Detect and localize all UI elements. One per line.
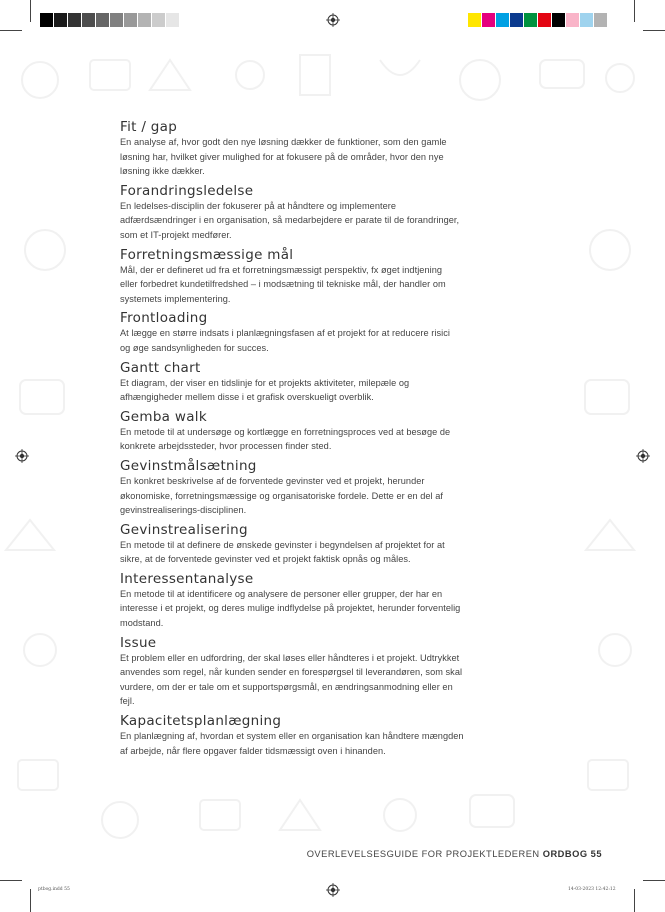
definition-line: vurdere, om der er tale om et supportspørgsmål, en ændringsanmodning eller en [120, 681, 453, 692]
glossary-definition [120, 376, 548, 405]
glossary-term: Gantt chart [120, 359, 201, 376]
definition-line: En metode til at undersøge og kortlægge en forretningsproces ved at besøge de [120, 426, 451, 437]
color-swatch [580, 13, 594, 27]
slug-file-info: ptbog.indd 55 [38, 887, 70, 892]
glossary-term: Gemba walk [120, 408, 207, 425]
definition-line: En metode til at definere de ønskede gevinster i begyndelsen af projektet for at [120, 539, 445, 550]
grayscale-color-bar [40, 13, 180, 27]
color-swatch [82, 13, 96, 27]
color-swatch [594, 13, 608, 27]
definition-line: systemets implementering. [120, 293, 231, 304]
glossary-definition [120, 425, 548, 454]
definition-line: løsning har, hvilket giver mulighed for at fokusere på de områder, hvor den nye [120, 151, 444, 162]
glossary-entry [120, 713, 548, 758]
glossary-definition [120, 538, 548, 567]
glossary-definition [120, 729, 548, 758]
registration-mark-icon [636, 449, 650, 463]
glossary-term: Frontloading [120, 310, 208, 327]
glossary-entry [120, 360, 548, 405]
color-swatch [482, 13, 496, 27]
definition-line: gevinstrealiserings-disciplinen. [120, 505, 247, 516]
definition-line: En metode til at identificere og analysere de personer eller grupper, der har en [120, 588, 443, 599]
definition-line: modstand. [120, 618, 164, 629]
definition-line: eller forbedret kundetilfredshed – i modsætning til tekniske mål, der handler om [120, 279, 446, 290]
glossary-entry [120, 119, 548, 179]
registration-mark-icon [15, 449, 29, 463]
glossary-term: Forretningsmæssige mål [120, 246, 294, 263]
registration-mark-icon [326, 13, 340, 27]
footer-guide-title: OVERLEVELSESGUIDE FOR PROJEKTLEDEREN [306, 849, 540, 859]
glossary-term: Forandringsledelse [120, 182, 254, 199]
footer-section: ORDBOG [542, 849, 588, 859]
glossary-term: Fit / gap [120, 119, 178, 135]
glossary-term: Gevinstrealisering [120, 521, 248, 538]
color-swatch [54, 13, 68, 27]
glossary-entry [120, 183, 548, 243]
definition-line: En analyse af, hvor godt den nye løsning dækker de funktioner, som den gamle [120, 137, 447, 147]
definition-line: anvendes som regel, når kunden sender en forespørgsel til leverandøren, som skal [120, 667, 463, 678]
slug-timestamp: 14-03-2023 12:42:12 [568, 887, 616, 892]
glossary-definition [120, 587, 548, 631]
glossary-entry [120, 247, 548, 307]
glossary-term: Gevinstmålsætning [120, 457, 257, 474]
glossary-entry [120, 635, 548, 709]
color-swatch [566, 13, 580, 27]
color-swatch [468, 13, 482, 27]
definition-line: En konkret beskrivelse af de forventede gevinster ved et projekt, herunder [120, 475, 425, 486]
cmyk-color-bar [468, 13, 608, 27]
definition-line: Et diagram, der viser en tidslinje for et projekts aktiviteter, milepæle og [120, 377, 410, 388]
color-swatch [40, 13, 54, 27]
glossary-entry [120, 458, 548, 518]
definition-line: fejl. [120, 696, 135, 707]
definition-line: af arbejde, når flere opgaver falder tidsmæssigt oven i hinanden. [120, 745, 386, 756]
glossary-entry [120, 522, 548, 567]
glossary-definition [120, 199, 548, 243]
glossary-definition [120, 135, 548, 179]
glossary-entry [120, 409, 548, 454]
definition-line: konkrete arbejdssteder, hvor processen finder sted. [120, 441, 332, 452]
definition-line: og øge sandsynligheden for succes. [120, 342, 269, 353]
color-swatch [538, 13, 552, 27]
glossary-list [120, 119, 548, 762]
color-swatch [110, 13, 124, 27]
color-swatch [166, 13, 180, 27]
definition-line: En ledelses-disciplin der fokuserer på at håndtere og implementere [120, 200, 397, 211]
definition-line: Et problem eller en udfordring, der skal løses eller håndteres i et projekt. Udtrykket [120, 652, 460, 663]
glossary-definition [120, 651, 548, 709]
color-swatch [524, 13, 538, 27]
definition-line: sikre, at de forventede gevinster ved et projekt faktisk opnås og måles. [120, 554, 411, 565]
glossary-term: Interessentanalyse [120, 570, 254, 587]
color-swatch [510, 13, 524, 27]
color-swatch [124, 13, 138, 27]
definition-line: økonomiske, forretningsmæssige og organisatoriske fordele. Dette er en del af [120, 490, 444, 501]
color-swatch [496, 13, 510, 27]
color-swatch [96, 13, 110, 27]
color-swatch [552, 13, 566, 27]
glossary-term: Issue [120, 634, 157, 651]
page-footer [307, 849, 602, 859]
glossary-entry [120, 310, 548, 355]
definition-line: løsning ikke dækker. [120, 166, 205, 177]
color-swatch [152, 13, 166, 27]
glossary-entry [120, 571, 548, 631]
definition-line: interesse i et projekt, og deres mulige indflydelse på projektet, herunder forventelig [120, 603, 461, 614]
registration-mark-icon [326, 883, 340, 897]
definition-line: som et IT-projekt medfører. [120, 229, 232, 240]
color-swatch [68, 13, 82, 27]
definition-line: afhængigheder mellem disse i et grafisk overskueligt overblik. [120, 392, 374, 403]
definition-line: En planlægning af, hvordan et system eller en organisation kan håndtere mængden [120, 731, 464, 742]
definition-line: Mål, der er defineret ud fra et forretningsmæssigt perspektiv, fx øget indtjening [120, 264, 443, 275]
page-number: 55 [590, 849, 602, 859]
color-swatch [138, 13, 152, 27]
glossary-term: Kapacitetsplanlægning [120, 713, 282, 730]
glossary-definition [120, 326, 548, 355]
glossary-definition [120, 263, 548, 307]
definition-line: adfærdsændringer i en organisation, så medarbejdere er parate til de forandringer, [120, 215, 460, 226]
definition-line: At lægge en større indsats i planlægningsfasen af et projekt for at reducere risici [120, 328, 450, 339]
glossary-definition [120, 474, 548, 518]
